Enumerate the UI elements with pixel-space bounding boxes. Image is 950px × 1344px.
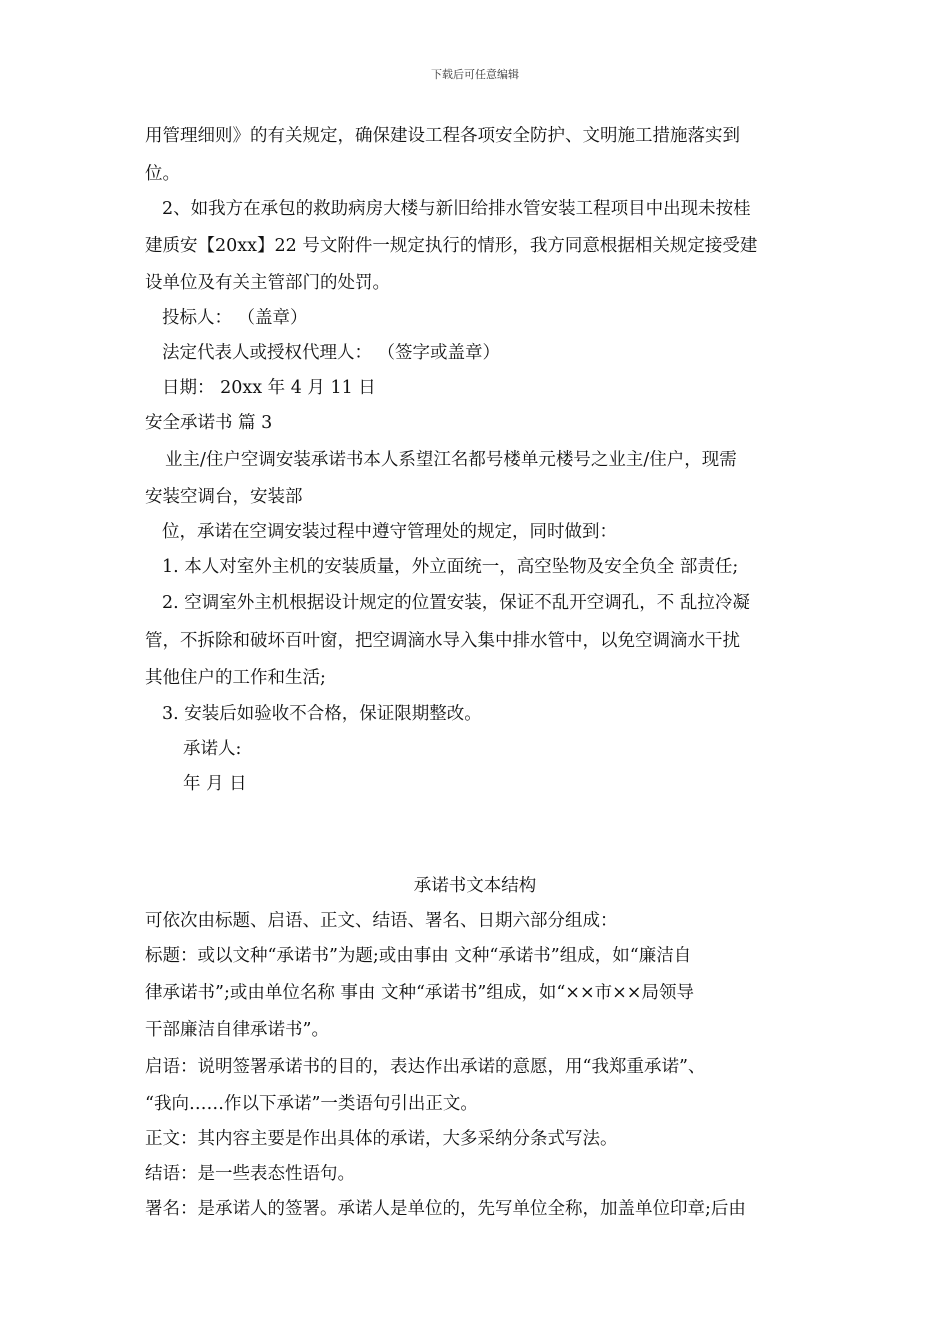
- list-item: 1. 本人对室外主机的安装质量，外立面统一，高空坠物及安全负全 部责任;: [162, 557, 739, 577]
- paragraph-line: 建质安【20xx】22 号文附件一规定执行的情形，我方同意根据相关规定接受建: [145, 236, 758, 256]
- page-header: 下载后可任意编辑: [431, 68, 519, 81]
- paragraph-line: 律承诺书”;或由单位名称 事由 文种“承诺书”组成，如“××市××局领导: [145, 983, 694, 1003]
- list-item: 2. 空调室外主机根据设计规定的位置安装，保证不乱开空调孔，不 乱拉冷凝: [162, 593, 750, 613]
- paragraph-line: 2、如我方在承包的救助病房大楼与新旧给排水管安装工程项目中出现未按桂: [162, 199, 751, 219]
- paragraph-line: 位，承诺在空调安装过程中遵守管理处的规定，同时做到：: [162, 522, 617, 542]
- bidder-line: 投标人： （盖章）: [162, 308, 308, 328]
- paragraph-line: 可依次由标题、启语、正文、结语、署名、日期六部分组成：: [145, 911, 618, 931]
- paragraph-line: “我向……作以下承诺”一类语句引出正文。: [145, 1094, 478, 1114]
- paragraph-line: 署名：是承诺人的签署。承诺人是单位的，先写单位全称，加盖单位印章;后由: [145, 1199, 746, 1219]
- list-item-continuation: 管，不拆除和破坏百叶窗，把空调滴水导入集中排水管中，以免空调滴水干扰: [145, 631, 740, 651]
- paragraph-line: 标题：或以文种“承诺书”为题;或由事由 文种“承诺书”组成，如“廉洁自: [145, 946, 692, 966]
- paragraph-line: 干部廉洁自律承诺书”。: [145, 1020, 329, 1040]
- paragraph-line: 位。: [145, 164, 180, 184]
- paragraph-line: 正文：其内容主要是作出具体的承诺，大多采纳分条式写法。: [145, 1129, 618, 1149]
- paragraph-line: 安装空调台，安装部: [145, 487, 303, 507]
- structure-title: 承诺书文本结构: [413, 876, 537, 896]
- paragraph-line: 设单位及有关主管部门的处罚。: [145, 273, 390, 293]
- date-line: 日期： 20xx 年 4 月 11 日: [162, 378, 376, 398]
- paragraph-line: 用管理细则》的有关规定，确保建设工程各项安全防护、文明施工措施落实到: [145, 126, 740, 146]
- signer-line: 承诺人:: [183, 739, 242, 759]
- section-heading: 安全承诺书 篇 3: [145, 413, 273, 433]
- list-item: 3. 安装后如验收不合格，保证限期整改。: [162, 704, 482, 724]
- representative-line: 法定代表人或授权代理人： （签字或盖章）: [162, 343, 501, 363]
- paragraph-line: 启语：说明签署承诺书的目的，表达作出承诺的意愿，用“我郑重承诺”、: [145, 1057, 706, 1077]
- paragraph-line: 结语：是一些表态性语句。: [145, 1164, 355, 1184]
- paragraph-line: 业主/住户空调安装承诺书本人系望江名都号楼单元楼号之业主/住户，现需: [165, 450, 737, 470]
- list-item-continuation: 其他住户的工作和生活;: [145, 668, 326, 688]
- signature-date-line: 年 月 日: [183, 774, 247, 794]
